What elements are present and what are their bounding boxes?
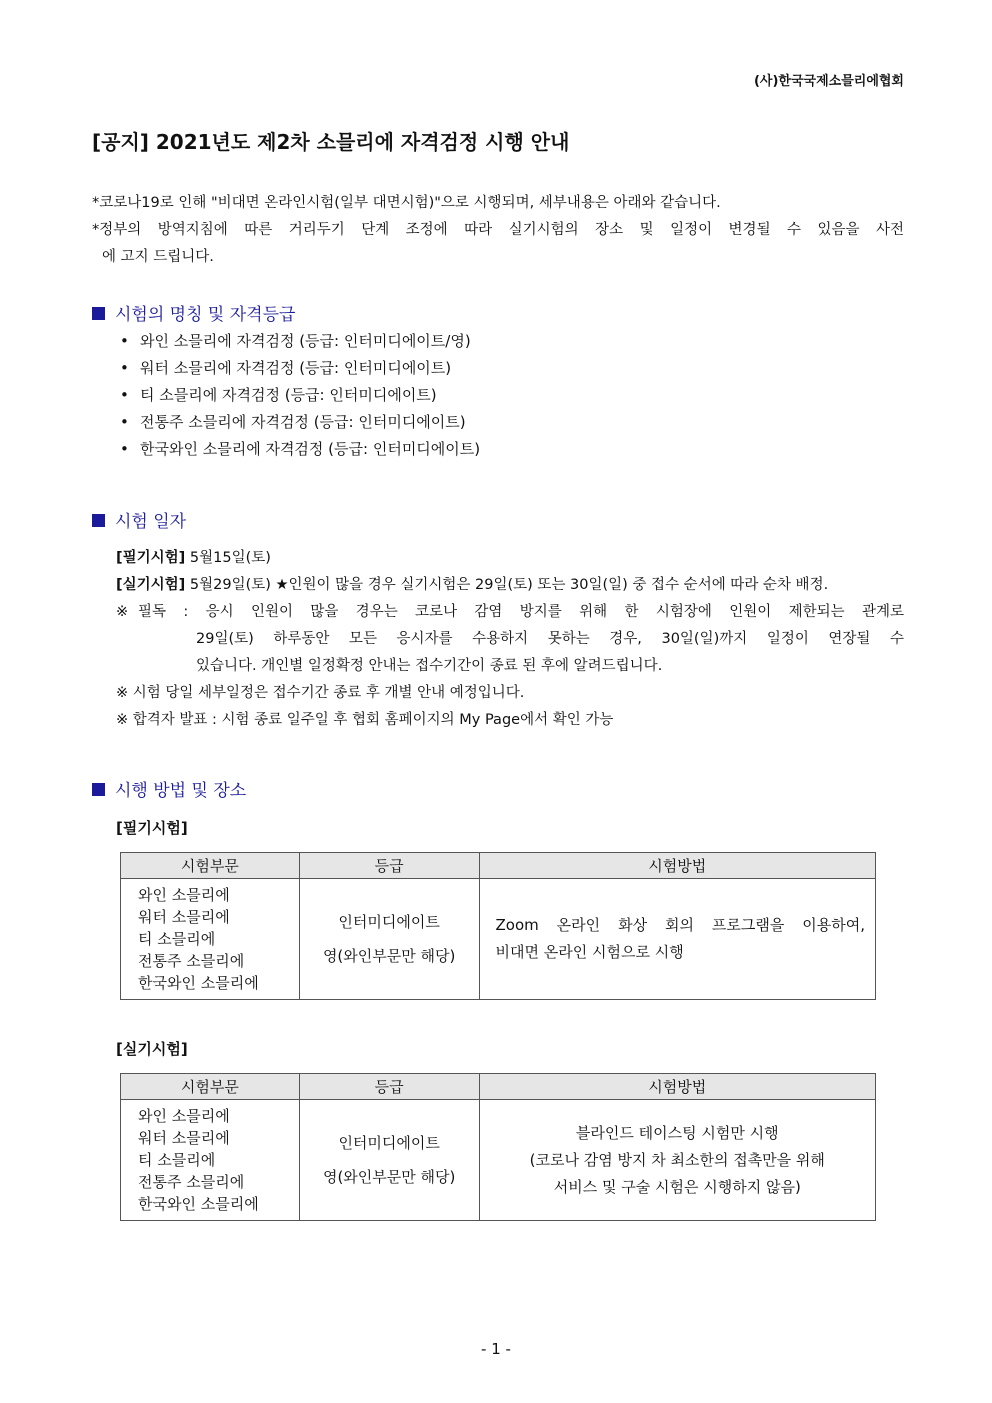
bullet-icon: • — [120, 440, 129, 458]
category-item: 티 소믈리에 — [138, 930, 216, 948]
grade-cell — [299, 1100, 479, 1221]
intro-line-3: 에 고지 드립니다. — [102, 249, 214, 265]
section-heading-method — [92, 776, 246, 801]
column-header: 등급 — [299, 1074, 479, 1100]
square-bullet-icon — [92, 307, 105, 320]
section-heading-text: 시험의 명칭 및 자격등급 — [115, 305, 296, 325]
bullet-icon: • — [120, 386, 129, 404]
written-exam-table — [120, 852, 876, 1000]
list-item-text: 한국와인 소믈리에 자격검정 (등급: 인터미디에이트) — [140, 440, 481, 458]
section-heading-grades — [92, 300, 295, 325]
method-line: (코로나 감염 방지 차 최소한의 접촉만을 위해 — [529, 1150, 825, 1169]
schedule-block — [116, 545, 904, 734]
category-item: 티 소믈리에 — [138, 1151, 216, 1169]
grade-cell — [299, 879, 479, 1000]
written-table-label: [필기시험] — [116, 819, 188, 837]
practical-date-line — [116, 572, 904, 599]
section-heading-text: 시험 일자 — [115, 512, 187, 532]
column-header: 시험부문 — [121, 853, 300, 879]
written-date-line — [116, 545, 904, 572]
list-item-text: 워터 소믈리에 자격검정 (등급: 인터미디에이트) — [140, 359, 452, 377]
table-row — [121, 1100, 876, 1221]
note-results: ※ 합격자 발표 : 시험 종료 일주일 후 협회 홈페이지의 My Page에서 확인 가능 — [116, 712, 614, 728]
note-line: 필독 : 응시 인원이 많을 경우는 코로나 감염 방지를 위해 한 시험장에 인원이 제한되는 관계로 — [138, 604, 904, 620]
category-cell — [121, 879, 300, 1000]
category-item: 와인 소믈리에 — [138, 1107, 230, 1125]
note-line: 있습니다. 개인별 일정확정 안내는 접수기간이 종료 된 후에 알려드립니다. — [196, 658, 663, 674]
method-cell — [479, 879, 875, 1000]
page-title: [공지] 2021년도 제2차 소믈리에 자격검정 시행 안내 — [92, 130, 570, 154]
category-item: 전통주 소믈리에 — [138, 1173, 245, 1191]
bullet-icon: • — [120, 359, 129, 377]
list-item — [120, 409, 480, 436]
note-schedule: ※ 시험 당일 세부일정은 접수기간 종료 후 개별 안내 예정입니다. — [116, 685, 525, 701]
note-line: 29일(토) 하루동안 모든 응시자를 수용하지 못하는 경우, 30일(일)까지 일정이 연장될 수 — [196, 631, 904, 647]
practical-date: 5월29일(토) ★인원이 많을 경우 실기시험은 29일(토) 또는 30일(일) 중 접수 순서에 따라 순차 배정. — [189, 577, 829, 593]
category-item: 워터 소믈리에 — [138, 1129, 230, 1147]
column-header: 시험부문 — [121, 1074, 300, 1100]
list-item — [120, 355, 480, 382]
grade-item: 영(와인부문만 해당) — [322, 1168, 456, 1186]
list-item — [120, 436, 480, 463]
column-header: 시험방법 — [479, 853, 875, 879]
section-heading-dates — [92, 507, 186, 532]
practical-label: [실기시험] — [116, 577, 186, 593]
table-header-row — [121, 853, 876, 879]
page-number: - 1 - — [481, 1340, 511, 1358]
category-item: 한국와인 소믈리에 — [138, 974, 259, 992]
square-bullet-icon — [92, 514, 105, 527]
list-item — [120, 382, 480, 409]
category-cell — [121, 1100, 300, 1221]
bullet-icon: • — [120, 413, 129, 431]
list-item-text: 티 소믈리에 자격검정 (등급: 인터미디에이트) — [140, 386, 437, 404]
category-item: 워터 소믈리에 — [138, 908, 230, 926]
category-item: 전통주 소믈리에 — [138, 952, 245, 970]
list-item-text: 전통주 소믈리에 자격검정 (등급: 인터미디에이트) — [140, 413, 466, 431]
column-header: 시험방법 — [479, 1074, 875, 1100]
method-line: 비대면 온라인 시험으로 시행 — [495, 943, 684, 961]
intro-line-1: *코로나19로 인해 "비대면 온라인시험(일부 대면시험)"으로 시행되며, 세부내용은 아래와 같습니다. — [92, 195, 721, 211]
intro-line-2: *정부의 방역지침에 따른 거리두기 단계 조정에 따라 실기시험의 장소 및 일정이 변경될 수 있음을 사전 — [92, 222, 904, 238]
list-item — [120, 328, 480, 355]
practical-exam-table — [120, 1073, 876, 1221]
grade-item: 인터미디에이트 — [338, 1134, 440, 1152]
intro-notice — [92, 190, 904, 271]
table-row — [121, 879, 876, 1000]
section-heading-text: 시행 방법 및 장소 — [115, 781, 247, 801]
written-label: [필기시험] — [116, 550, 186, 566]
category-item: 한국와인 소믈리에 — [138, 1195, 259, 1213]
note-important — [116, 599, 904, 680]
grade-item: 인터미디에이트 — [338, 913, 440, 931]
method-cell — [479, 1100, 875, 1221]
grade-list — [120, 328, 480, 463]
square-bullet-icon — [92, 783, 105, 796]
written-date: 5월15일(토) — [189, 550, 271, 566]
practical-table-label: [실기시험] — [116, 1040, 188, 1058]
method-line: 블라인드 테이스팅 시험만 시행 — [575, 1123, 779, 1142]
organization-name: (사)한국국제소믈리에협회 — [753, 74, 904, 89]
grade-item: 영(와인부문만 해당) — [322, 947, 456, 965]
method-line: Zoom 온라인 화상 회의 프로그램을 이용하여, — [495, 916, 865, 934]
table-header-row — [121, 1074, 876, 1100]
reference-mark-icon: ※ — [116, 604, 129, 620]
category-item: 와인 소믈리에 — [138, 886, 230, 904]
column-header: 등급 — [299, 853, 479, 879]
method-line: 서비스 및 구술 시험은 시행하지 않음) — [553, 1177, 801, 1196]
list-item-text: 와인 소믈리에 자격검정 (등급: 인터미디에이트/영) — [140, 332, 471, 350]
bullet-icon: • — [120, 332, 129, 350]
